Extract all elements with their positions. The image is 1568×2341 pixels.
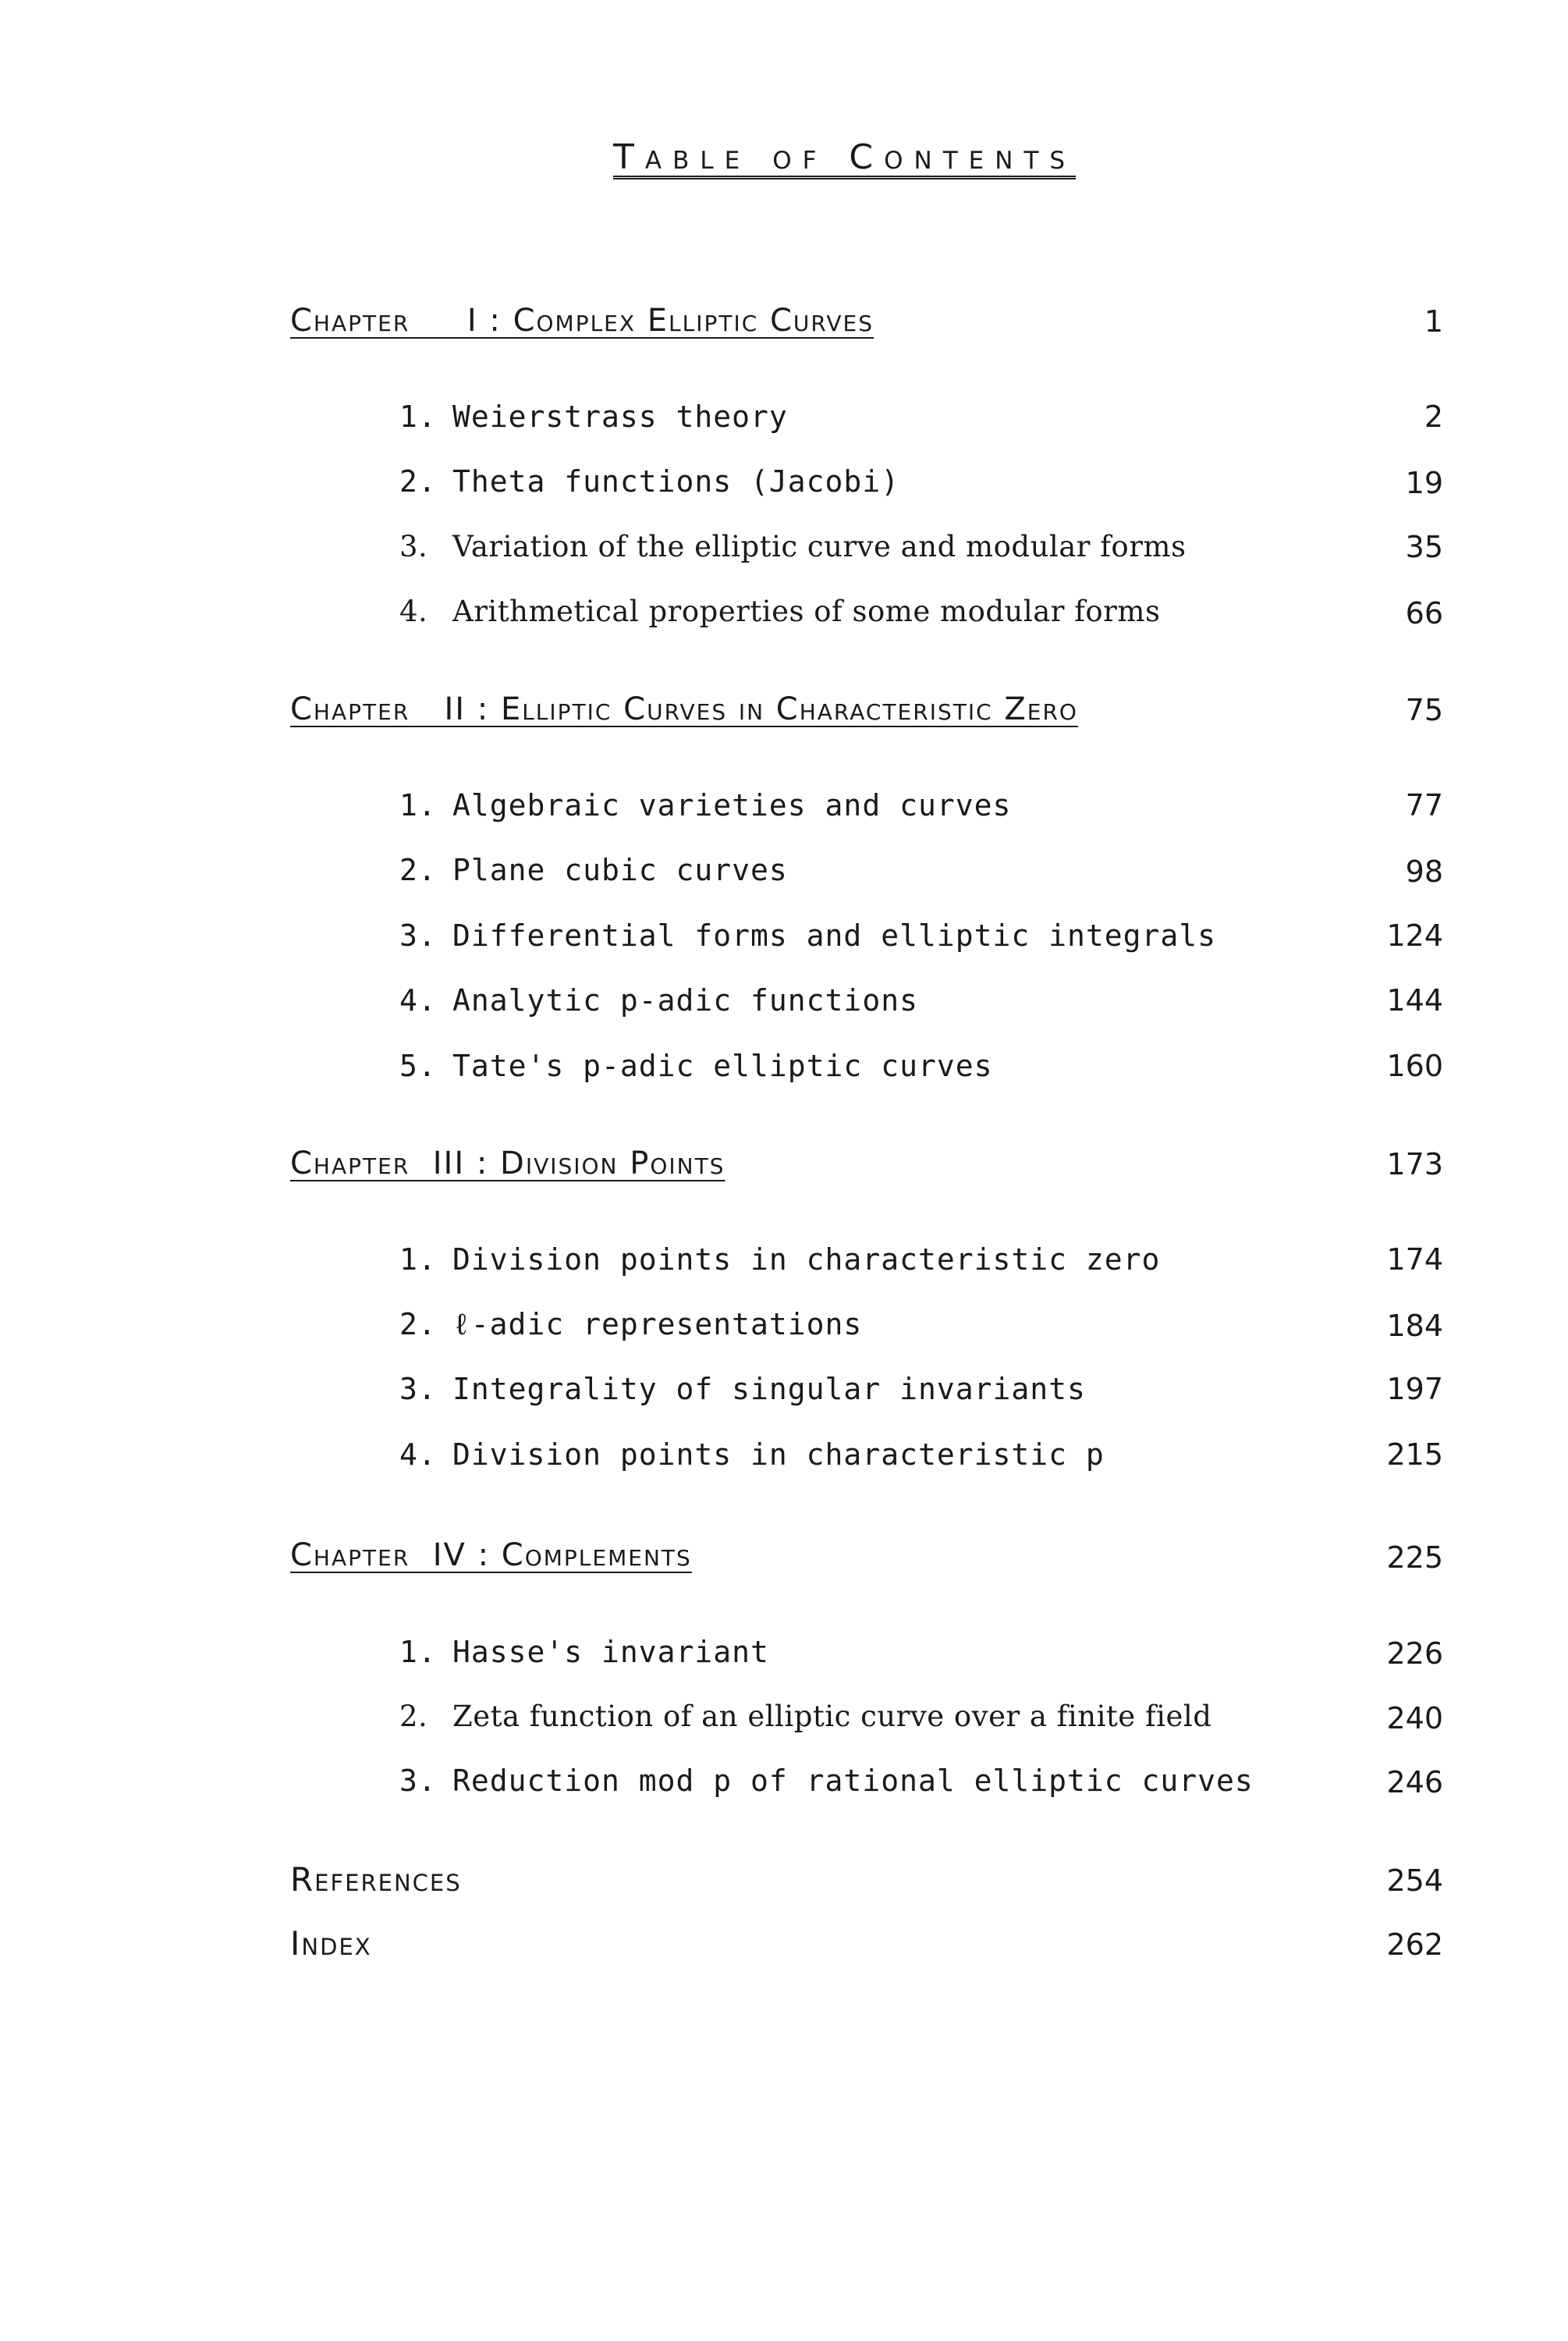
section-4-1-page: 226: [1386, 1636, 1443, 1671]
section-3-4-page: 215: [1386, 1437, 1443, 1472]
chapter-3-label: Chapter III : Division Points: [290, 1146, 725, 1181]
section-4-2-page: 240: [1386, 1701, 1443, 1735]
chapter-1-label: Chapter I : Complex Elliptic Curves: [290, 303, 874, 339]
section-3-1-page: 174: [1386, 1242, 1443, 1277]
section-1-3-page: 35: [1405, 530, 1443, 564]
chapter-4-heading: [290, 1537, 692, 1573]
section-2-4-page: 144: [1386, 983, 1443, 1018]
section-2-4: 4. Analytic p-adic functions: [399, 983, 918, 1018]
section-1-1: 1. Weierstrass theory: [399, 400, 788, 434]
section-3-2-page: 184: [1386, 1309, 1443, 1343]
section-2-5: 5. Tate's p-adic elliptic curves: [399, 1049, 993, 1083]
chapter-2-label: Chapter II : Elliptic Curves in Characteristic Zero: [290, 691, 1078, 727]
references-heading: References: [290, 1860, 462, 1899]
section-3-3: 3. Integrality of singular invariants: [399, 1372, 1086, 1406]
chapter-1-page: 1: [1424, 304, 1443, 339]
section-4-2: 2. Zeta function of an elliptic curve over a finite field: [399, 1700, 1212, 1733]
chapter-3-page: 173: [1386, 1147, 1443, 1181]
section-2-3-page: 124: [1386, 918, 1443, 953]
section-3-1: 1. Division points in characteristic zero: [399, 1242, 1161, 1277]
chapter-3-heading: [290, 1146, 725, 1181]
index-page: 262: [1386, 1927, 1443, 1962]
section-1-2: 2. Theta functions (Jacobi): [399, 464, 900, 499]
chapter-1-heading: [290, 303, 874, 339]
chapter-4-label: Chapter IV : Complements: [290, 1537, 692, 1573]
section-4-3: 3. Reduction mod p of rational elliptic curves: [399, 1764, 1254, 1798]
section-1-2-page: 19: [1405, 466, 1443, 500]
section-2-1: 1. Algebraic varieties and curves: [399, 788, 1012, 822]
section-4-3-page: 246: [1386, 1765, 1443, 1799]
index-heading: Index: [290, 1924, 372, 1963]
section-3-2: 2. ℓ-adic representations: [399, 1307, 863, 1341]
section-3-4: 4. Division points in characteristic p: [399, 1437, 1105, 1472]
section-1-4-page: 66: [1405, 596, 1443, 631]
section-3-3-page: 197: [1386, 1372, 1443, 1406]
page-title: Table of Contents: [613, 137, 1077, 177]
section-4-1: 1. Hasse's invariant: [399, 1635, 769, 1669]
chapter-2-page: 75: [1405, 693, 1443, 727]
references-page: 254: [1386, 1863, 1443, 1898]
section-1-1-page: 2: [1424, 400, 1443, 434]
section-1-3: 3. Variation of the elliptic curve and modular forms: [399, 530, 1187, 563]
chapter-4-page: 225: [1386, 1540, 1443, 1575]
section-2-3: 3. Differential forms and elliptic integrals: [399, 918, 1216, 953]
section-2-2: 2. Plane cubic curves: [399, 853, 788, 887]
section-1-4: 4. Arithmetical properties of some modular forms: [399, 595, 1161, 628]
section-2-2-page: 98: [1405, 854, 1443, 889]
section-2-1-page: 77: [1405, 788, 1443, 822]
chapter-2-heading: [290, 691, 1078, 727]
section-2-5-page: 160: [1386, 1049, 1443, 1083]
